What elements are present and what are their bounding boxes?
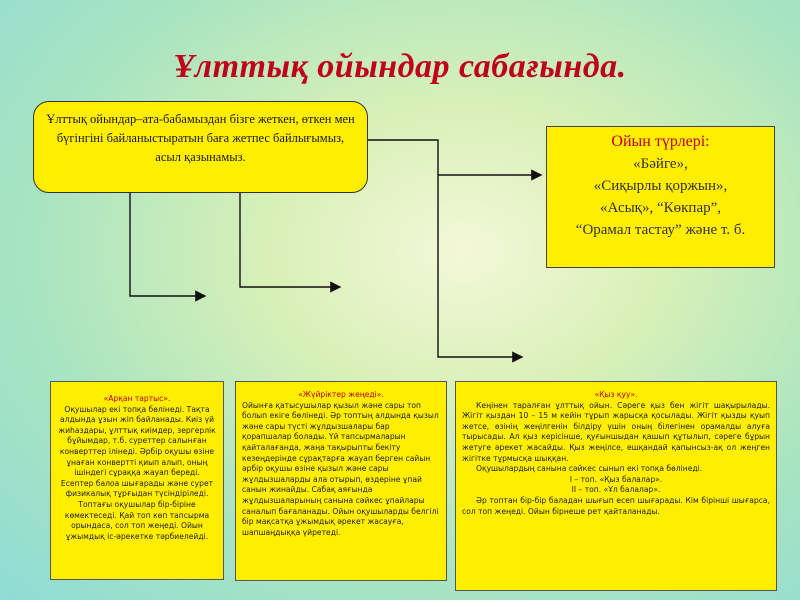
game-box-zhuirikter	[235, 381, 447, 581]
game3-group-one: I – топ. «Қыз балалар».	[569, 474, 663, 484]
game3-group-two: II – топ. «Ұл балалар».	[571, 485, 661, 495]
game3-paragraph: Кеңінен таралған ұлттық ойын. Сәреге қыз бен жігіт шақырылады. Жігіт қыздан 10 – 15 м кейін тұрып жарысқа қосылады. Жігіт қызды қуып жетсе, өзінің жеңілгенін білдіру үшін оның білегінен орамалды алуға тырысады. Ал қыз керісінше, қуғыншыдан қашып құтылып, сәреге бұрын жетуге әрекет жасайды. Қыз жеңілсе, ешқандай қапынсыз-ақ ол жеңген жігітке тұрмысқа шыққан.	[462, 400, 770, 463]
game-type-line: «Сиқырлы қоржын»,	[593, 178, 728, 194]
game3-paragraph: Әр топтан бір-бір баладан шығып есеп шығарады. Кім бірінші шығарса, сол топ жеңеді. Ойын бірнеше рет қайталанады.	[462, 495, 770, 516]
game3-paragraph: Оқушылардың санына сәйкес сынып екі топқа бөлінеді.	[476, 464, 703, 474]
game-box-arkan-tartys	[50, 381, 224, 580]
game-type-line: “Орамал тастау” және т. б.	[575, 222, 746, 238]
game-types-heading: Ойын түрлері:	[611, 133, 710, 150]
game1-title: «Арқан тартыс».	[103, 394, 171, 403]
connector-to-game2	[240, 193, 340, 287]
game3-title: «Қыз қуу».	[594, 390, 638, 399]
game-type-line: «Асық», “Көкпар”,	[599, 200, 722, 216]
game-box-kyz-kuu	[455, 381, 777, 591]
game-type-line: «Бәйге»,	[633, 156, 688, 172]
game1-text: Оқушылар екі топқа бөлінеді. Тақта алдында ұзын жіп байланады. Киіз үй жиһаздары, ұлттық киімдер, зергерлік бұйымдар, т.б. суреттер салынған конверттер ілінеді. Әрбір оқушы өзіне ұнаған конвертті қиып алып, оның ішіндегі сұраққа жауап береді. Есептер балоа шығарады және сурет физикалық тұрғыдан түсіндіріледі. Топтағы оқушылар бір-біріне көмектеседі. Қай топ көп тапсырма орындаса, сол топ жеңеді. Ойын ұжымдық іс-әрекетке тәрбиелейді.	[58, 404, 216, 541]
page-title: Ұлттық ойындар сабағында.	[173, 48, 627, 85]
connector-to-game3	[368, 140, 522, 357]
intro-text: Ұлттық ойындар–ата-бабамыздан бізге жеткен, өткен мен бүгінгіні байланыстыратын баға жетпес байлығымыз, асыл қазынамыз.	[46, 112, 355, 164]
game2-text: Ойынға қатысушылар қызыл және сары топ болып екіге бөлінеді. Әр топтың алдында қызыл және сары түсті жұлдызшалары бар қорапшалар болады. Үй тапсырмаларын қайталағанда, жаңа тақырыпты бекіту кезеңдерінде сұрақтарға жауап берген сайын әрбір оқушы өзіне қызыл және сары жұлдызшаларды ала отырып, өздеріне ұпай санын жинайды. Сабақ аяғында жұлдызшаларының санына сәйкес ұпайлары саналып бағаланады. Ойын оқушыларды белгілі бір мақсатқа ұжымдық әрекет жасауға, шапшаңдыққа үйретеді.	[242, 400, 439, 537]
game2-title: «Жүйріктер жеңеді».	[298, 390, 384, 399]
connector-to-game1	[130, 193, 205, 296]
